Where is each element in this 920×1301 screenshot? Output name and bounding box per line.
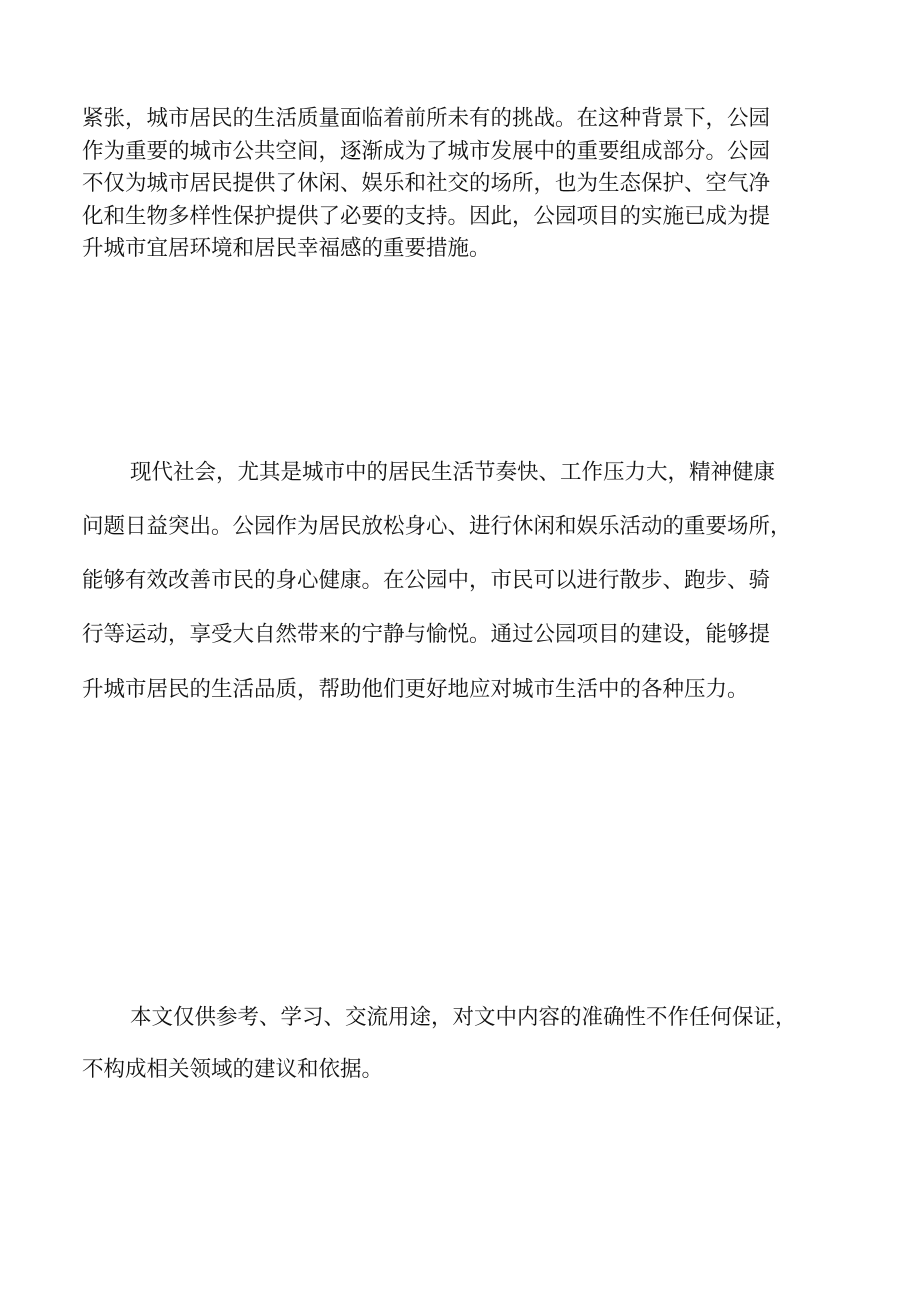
paragraph-line: 升城市居民的生活品质，帮助他们更好地应对城市生活中的各种压力。	[82, 676, 749, 702]
paragraph-line: 问题日益突出。公园作为居民放松身心、进行休闲和娱乐活动的重要场所，	[82, 513, 792, 539]
paragraph-line: 行等运动，享受大自然带来的宁静与愉悦。通过公园项目的建设，能够提	[82, 622, 771, 648]
paragraph-line: 升城市宜居环境和居民幸福感的重要措施。	[82, 236, 491, 261]
paragraph-mental-health	[82, 446, 842, 717]
paragraph-line: 作为重要的城市公共空间，逐渐成为了城市发展中的重要组成部分。公园	[82, 138, 771, 164]
paragraph-disclaimer	[82, 992, 842, 1096]
paragraph-line: 不仅为城市居民提供了休闲、娱乐和社交的场所，也为生态保护、空气净	[82, 171, 771, 196]
paragraph-park-importance	[82, 103, 842, 266]
paragraph-line: 能够有效改善市民的身心健康。在公园中，市民可以进行散步、跑步、骑	[82, 568, 771, 594]
paragraph-line: 化和生物多样性保护提供了必要的支持。因此，公园项目的实施已成为提	[82, 203, 771, 229]
paragraph-line: 现代社会，尤其是城市中的居民生活节奏快、工作压力大，精神健康	[130, 459, 776, 485]
paragraph-line: 不构成相关领域的建议和依据。	[82, 1056, 384, 1082]
paragraph-line: 紧张，城市居民的生活质量面临着前所未有的挑战。在这种背景下，公园	[82, 106, 771, 131]
paragraph-line: 本文仅供参考、学习、交流用途，对文中内容的准确性不作任何保证，	[130, 1004, 797, 1030]
